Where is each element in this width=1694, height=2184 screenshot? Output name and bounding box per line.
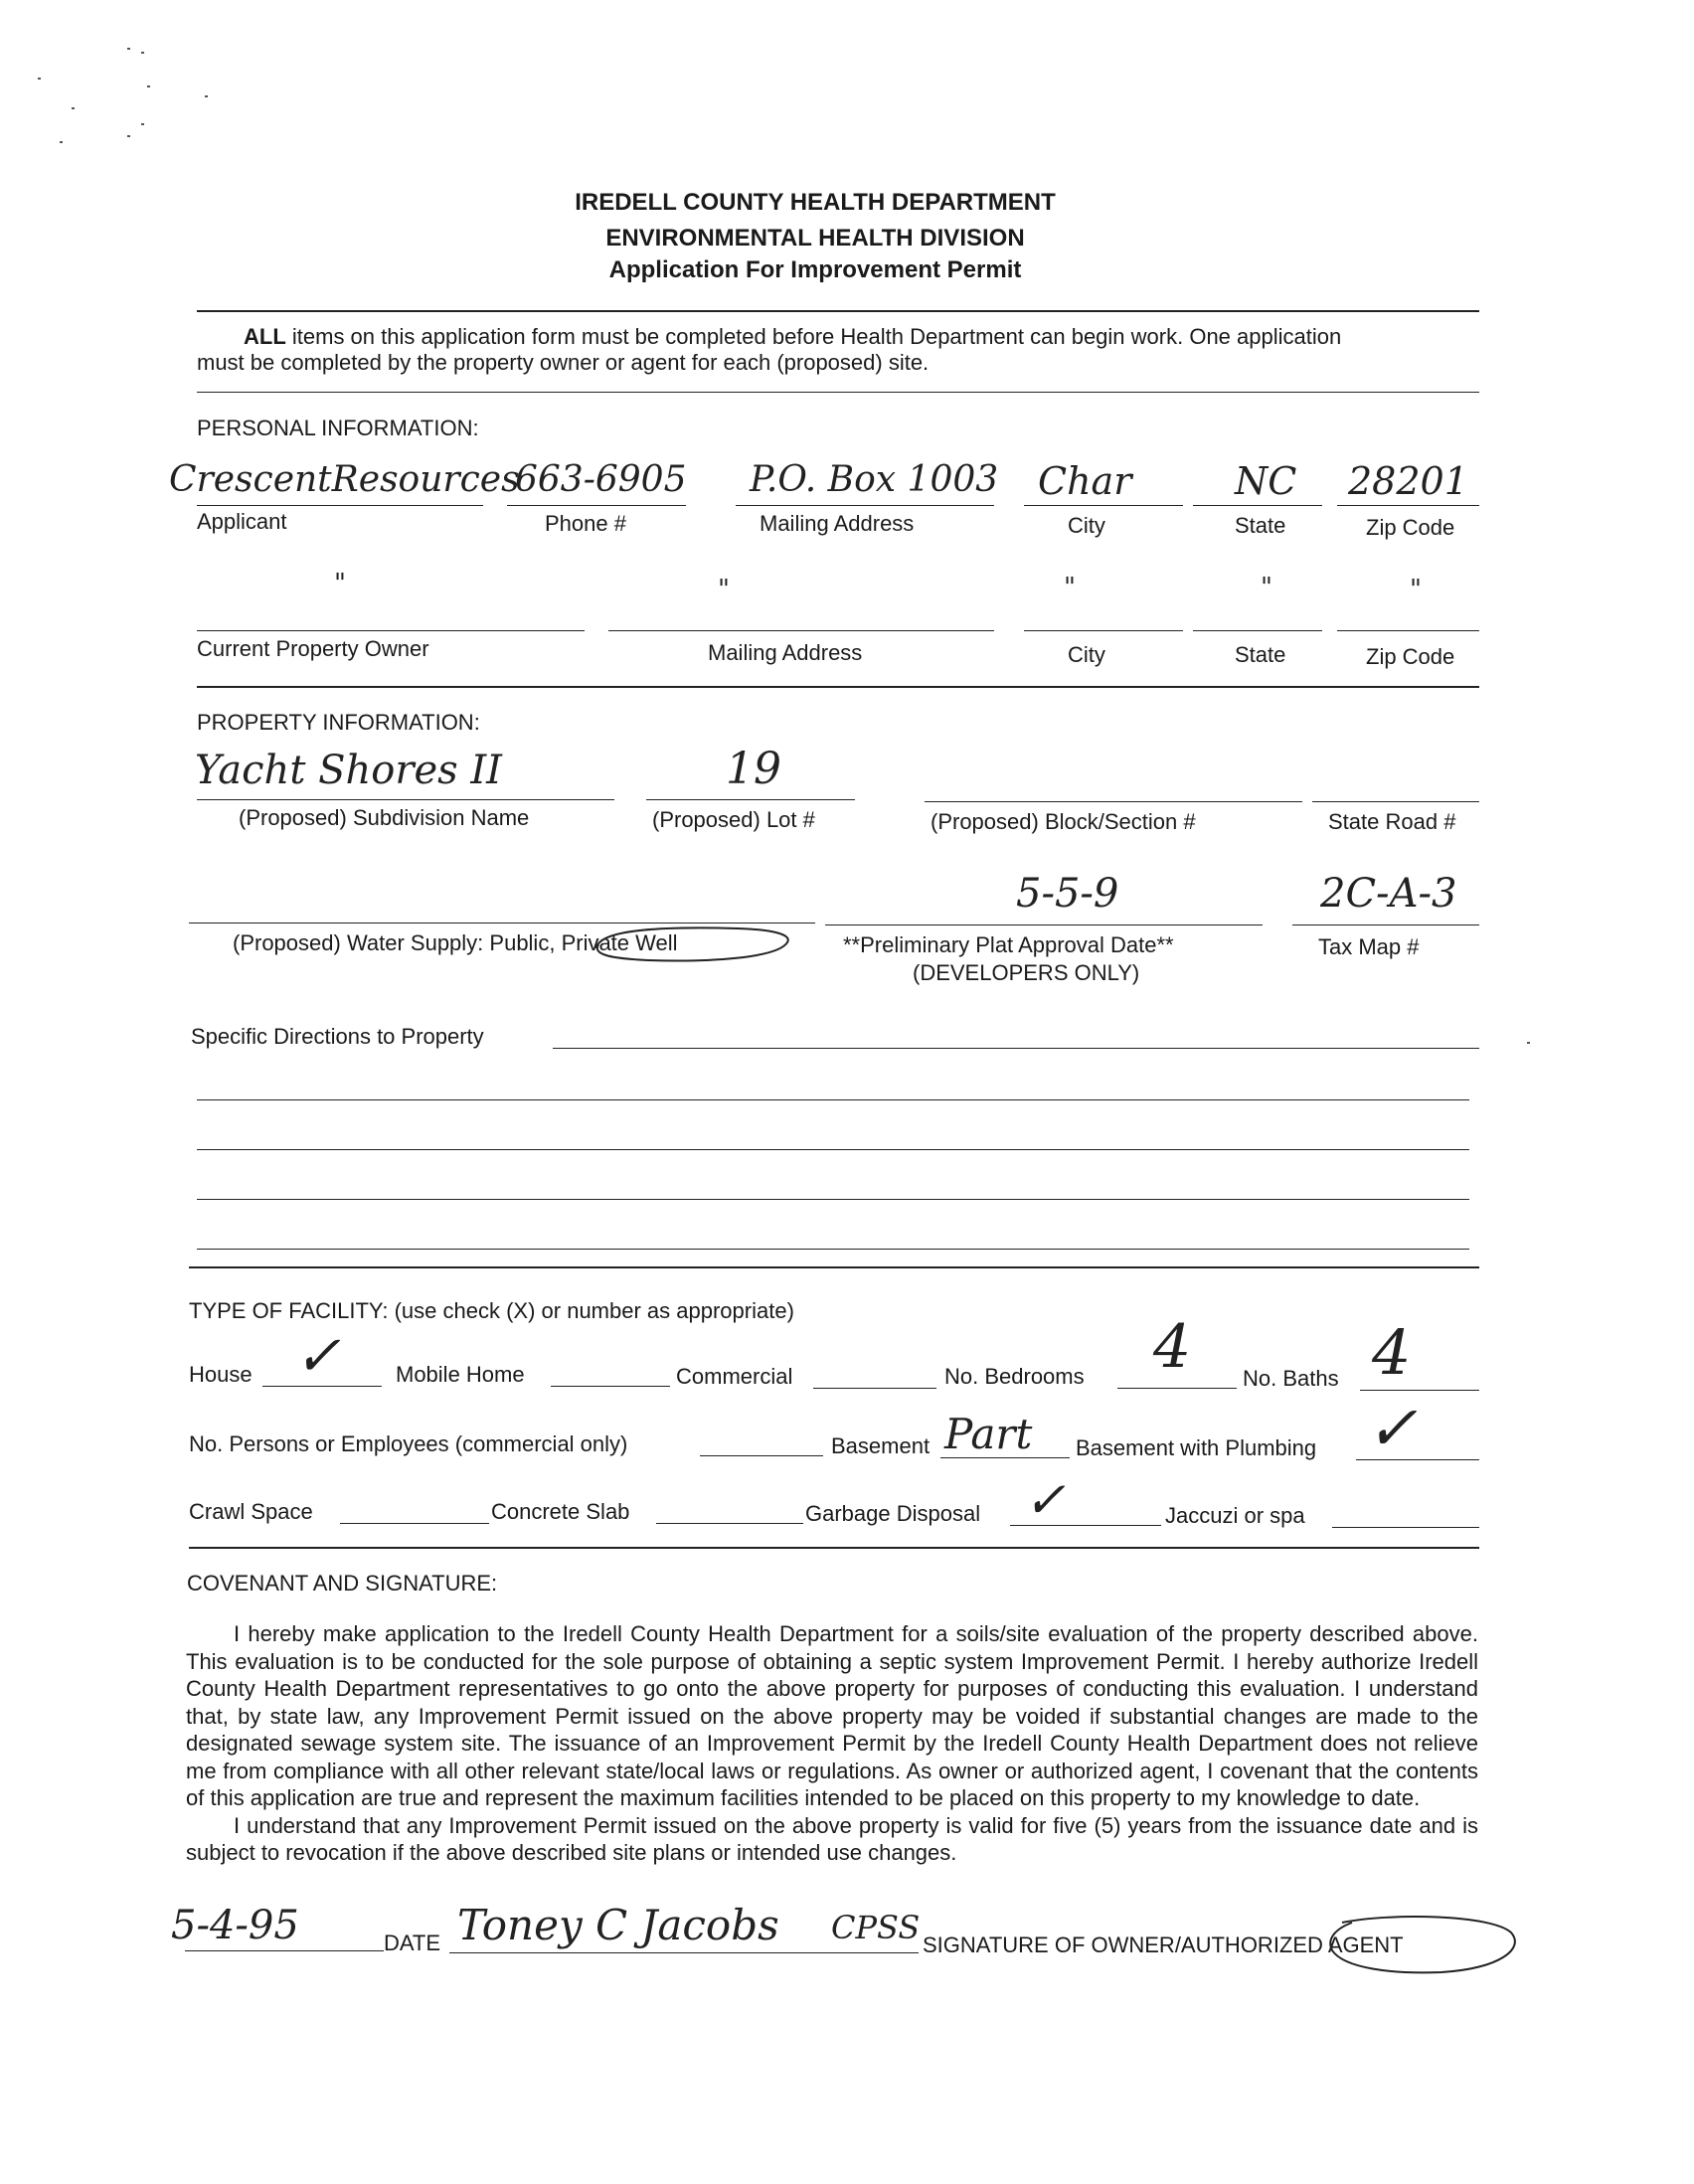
- directions-line-5[interactable]: [197, 1249, 1469, 1250]
- intro-text-line1: ALL items on this application form must be completed before Health Department can begin work. One application: [244, 324, 1342, 349]
- house-checkmark[interactable]: ✓: [294, 1324, 341, 1389]
- jacuzzi-line[interactable]: [1332, 1527, 1479, 1528]
- city-label: City: [1068, 513, 1105, 538]
- garbage-disposal-checkmark[interactable]: ✓: [1024, 1471, 1066, 1529]
- owner-label: Current Property Owner: [197, 636, 429, 661]
- mobile-home-label: Mobile Home: [396, 1362, 525, 1387]
- mailing-line: [736, 505, 994, 506]
- signature-line: [449, 1952, 919, 1953]
- mailing-address-value[interactable]: P.O. Box 1003: [750, 459, 999, 500]
- state-label: State: [1235, 513, 1286, 538]
- personal-info-heading: PERSONAL INFORMATION:: [197, 416, 479, 440]
- covenant-heading: COVENANT AND SIGNATURE:: [187, 1571, 498, 1596]
- baths-value[interactable]: 4: [1372, 1316, 1412, 1389]
- crawl-space-label: Crawl Space: [189, 1499, 313, 1524]
- house-label: House: [189, 1362, 253, 1387]
- tax-map-value[interactable]: 2C-A-3: [1320, 871, 1457, 917]
- signature[interactable]: Toney C Jacobs: [457, 1901, 779, 1949]
- baths-label: No. Baths: [1243, 1366, 1339, 1391]
- plat-date-value[interactable]: 5-5-9: [1016, 871, 1119, 917]
- mailing-label: Mailing Address: [760, 511, 915, 536]
- phone-line: [507, 505, 686, 506]
- authorized-agent-circle: [1322, 1909, 1521, 1980]
- city-line: [1024, 505, 1183, 506]
- subdivision-line: [197, 799, 614, 800]
- phone-label: Phone #: [545, 511, 626, 536]
- subdivision-value[interactable]: Yacht Shores II: [195, 748, 502, 793]
- directions-label: Specific Directions to Property: [191, 1024, 484, 1049]
- developers-only-label: (DEVELOPERS ONLY): [913, 960, 1140, 985]
- divider: [189, 1547, 1479, 1549]
- commercial-label: Commercial: [676, 1364, 793, 1389]
- bedrooms-value[interactable]: 4: [1153, 1312, 1192, 1382]
- header-division: ENVIRONMENTAL HEALTH DIVISION: [605, 225, 1025, 252]
- covenant-paragraph-2: I understand that any Improvement Permit issued on the above property is valid for five (5) years from the issuance date and is subject to revocation if the above described site plans or intended use changes.: [186, 1812, 1478, 1865]
- phone-value[interactable]: 663-6905: [515, 459, 687, 500]
- baths-line: [1360, 1390, 1479, 1391]
- covenant-paragraph-1: I hereby make application to the Iredell County Health Department for a soils/site evaluation of the property described above. This evaluation is to be conducted for the sole purpose of obtaining a septic system Improvement Permit. I hereby authorize Iredell County Health Department representatives to go onto the above property for purposes of conducting this evaluation. I understand that, by state law, any Improvement Permit issued on the above property may be voided if substantial changes are made to the designated sewage system site. The issuance of an Improvement Permit by the Iredell County Health Department does not relieve me from compliance with all other relevant state/local laws or regulations. As owner or authorized agent, I covenant that the contents of this application are true and represent the maximum facilities intended to be placed on this property to my knowledge to date.: [186, 1621, 1478, 1810]
- directions-line-3[interactable]: [197, 1149, 1469, 1150]
- property-info-heading: PROPERTY INFORMATION:: [197, 710, 480, 735]
- state-road-line: [1312, 801, 1479, 802]
- water-private-well-option[interactable]: Private Well: [561, 930, 678, 955]
- tax-map-line: [1292, 924, 1479, 925]
- zip-line: [1337, 505, 1479, 506]
- private-well-circle: [589, 919, 797, 968]
- mobile-home-line[interactable]: [551, 1386, 670, 1387]
- owner-state-label: State: [1235, 642, 1286, 667]
- covenant-text: [186, 1620, 1478, 1867]
- lot-label: (Proposed) Lot #: [652, 807, 815, 832]
- date-label: DATE: [384, 1931, 441, 1955]
- tax-map-label: Tax Map #: [1318, 934, 1420, 959]
- plat-approval-label: **Preliminary Plat Approval Date**: [843, 932, 1174, 957]
- block-line: [925, 801, 1302, 802]
- block-label: (Proposed) Block/Section #: [931, 809, 1196, 834]
- persons-line[interactable]: [700, 1455, 823, 1456]
- owner-line: [197, 630, 585, 631]
- header-form-title: Application For Improvement Permit: [608, 256, 1022, 283]
- garbage-disposal-label: Garbage Disposal: [805, 1501, 981, 1526]
- owner-zip-ditto[interactable]: ": [1410, 575, 1422, 604]
- divider: [189, 1266, 1479, 1268]
- header-department: IREDELL COUNTY HEALTH DEPARTMENT: [575, 189, 1056, 216]
- basement-plumbing-label: Basement with Plumbing: [1076, 1435, 1317, 1460]
- lot-line: [646, 799, 855, 800]
- owner-city-ditto[interactable]: ": [1064, 573, 1076, 602]
- owner-city-label: City: [1068, 642, 1105, 667]
- owner-mailing-line: [608, 630, 994, 631]
- owner-mailing-label: Mailing Address: [708, 640, 863, 665]
- owner-state-line: [1193, 630, 1322, 631]
- bedrooms-label: No. Bedrooms: [944, 1364, 1085, 1389]
- signature-suffix: CPSS: [831, 1909, 921, 1946]
- owner-zip-label: Zip Code: [1366, 644, 1455, 669]
- plat-line: [825, 924, 1263, 925]
- applicant-label: Applicant: [197, 509, 287, 534]
- divider: [197, 392, 1479, 393]
- water-supply-label: (Proposed) Water Supply: Public, Private Well: [233, 930, 678, 955]
- signature-label: SIGNATURE OF OWNER/AUTHORIZED AGENT: [923, 1932, 1404, 1957]
- owner-city-line: [1024, 630, 1183, 631]
- zip-value[interactable]: 28201: [1348, 459, 1468, 503]
- subdivision-label: (Proposed) Subdivision Name: [239, 805, 530, 830]
- date-line: [185, 1950, 384, 1951]
- directions-line-4[interactable]: [197, 1199, 1469, 1200]
- divider: [197, 686, 1479, 688]
- zip-label: Zip Code: [1366, 515, 1455, 540]
- city-value[interactable]: Char: [1038, 459, 1132, 503]
- intro-text-line2: must be completed by the property owner or agent for each (proposed) site.: [197, 350, 930, 375]
- state-value[interactable]: NC: [1235, 459, 1297, 503]
- concrete-slab-label: Concrete Slab: [491, 1499, 630, 1524]
- commercial-line[interactable]: [813, 1388, 936, 1389]
- basement-label: Basement: [831, 1433, 931, 1458]
- applicant-line: [197, 505, 483, 506]
- owner-zip-line: [1337, 630, 1479, 631]
- state-road-label: State Road #: [1328, 809, 1456, 834]
- directions-line-1[interactable]: [553, 1048, 1479, 1049]
- bedrooms-line: [1117, 1388, 1237, 1389]
- date-value[interactable]: 5-4-95: [171, 1903, 299, 1948]
- facility-heading: TYPE OF FACILITY: (use check (X) or number as appropriate): [189, 1298, 794, 1323]
- concrete-slab-line[interactable]: [656, 1523, 803, 1524]
- jacuzzi-label: Jaccuzi or spa: [1165, 1503, 1305, 1528]
- crawl-space-line[interactable]: [340, 1523, 489, 1524]
- persons-label: No. Persons or Employees (commercial only): [189, 1431, 628, 1456]
- owner-ditto[interactable]: ": [334, 569, 346, 598]
- owner-state-ditto[interactable]: ": [1261, 573, 1272, 602]
- owner-mailing-ditto[interactable]: ": [718, 575, 730, 604]
- basement-value[interactable]: Part: [944, 1410, 1033, 1458]
- basement-plumbing-checkmark[interactable]: ✓: [1366, 1392, 1418, 1464]
- state-line: [1193, 505, 1322, 506]
- applicant-value[interactable]: CrescentResources: [169, 459, 520, 500]
- divider: [197, 310, 1479, 312]
- lot-value[interactable]: 19: [726, 744, 781, 794]
- directions-line-2[interactable]: [197, 1099, 1469, 1100]
